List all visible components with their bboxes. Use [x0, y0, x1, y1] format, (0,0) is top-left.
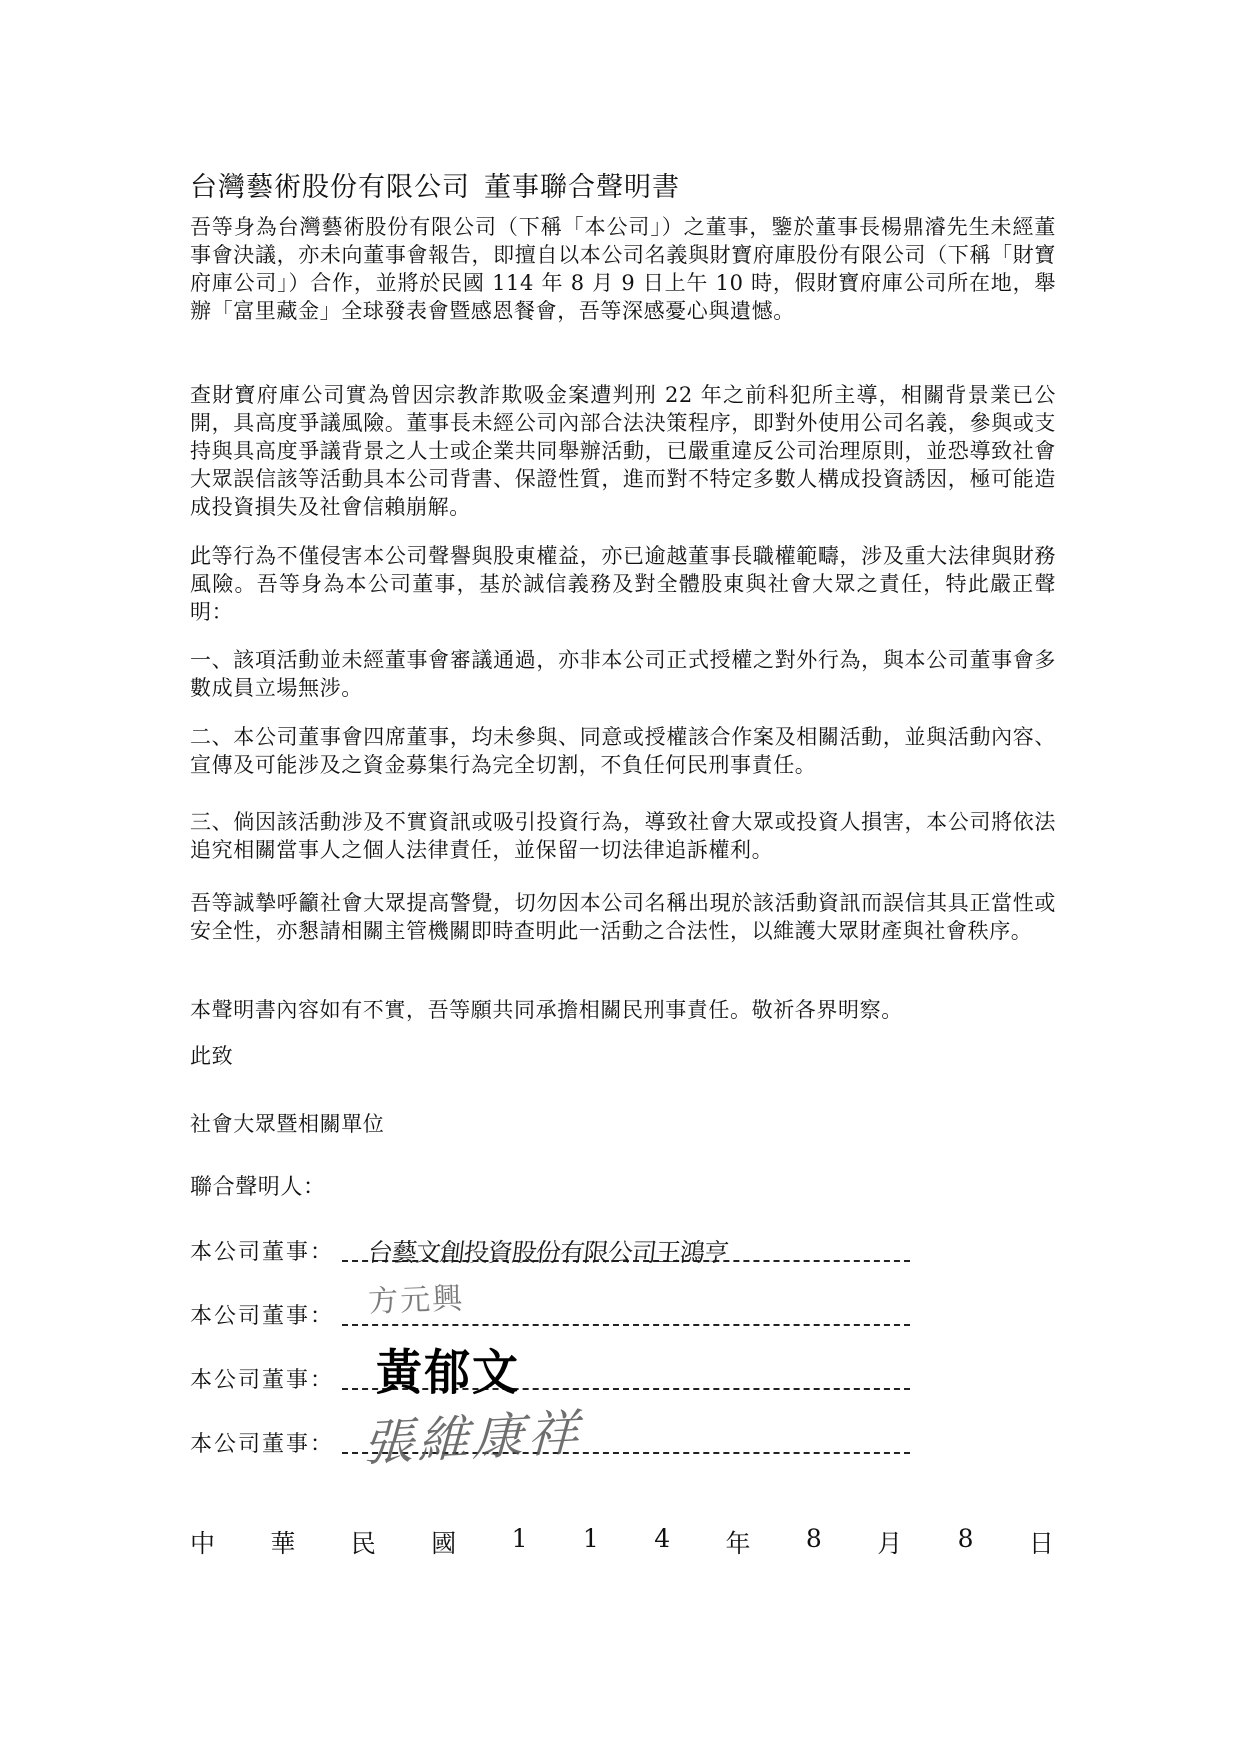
signer-label: 本公司董事： — [190, 1432, 335, 1457]
signer-row — [190, 1294, 910, 1334]
paragraph-appeal: 吾等誠摯呼籲社會大眾提高警覺，切勿因本公司名稱出現於該活動資訊而誤信其具正當性或安全性，亦懇請相關主管機關即時查明此一活動之合法性，以維護大眾財產與社會秩序。 — [190, 891, 1056, 943]
date-line — [190, 1524, 1054, 1560]
date-char: 8 — [805, 1524, 822, 1553]
paragraph-point-three: 三、倘因該活動涉及不實資訊或吸引投資行為，導致社會大眾或投資人損害，本公司將依法追究相關當事人之個人法律責任，並保留一切法律追訴權利。 — [190, 810, 1056, 862]
signer-row — [190, 1358, 910, 1398]
signers-label: 聯合聲明人： — [190, 1175, 326, 1200]
signer-label: 本公司董事： — [190, 1240, 335, 1265]
date-char: 4 — [654, 1524, 671, 1553]
signer-label: 本公司董事： — [190, 1304, 335, 1329]
paragraph-affirmation: 本聲明書內容如有不實，吾等願共同承擔相關民刑事責任。敬祈各界明察。 — [190, 998, 903, 1022]
date-char: 中 — [190, 1529, 216, 1558]
date-char: 華 — [270, 1529, 296, 1558]
handwritten-signature: 黃郁文 — [376, 1343, 520, 1401]
title-suffix: 董事聯合聲明書 — [484, 172, 680, 203]
date-char: 年 — [725, 1529, 751, 1558]
paragraph-point-one: 一、該項活動並未經董事會審議通過，亦非本公司正式授權之對外行為，與本公司董事會多數成員立場無涉。 — [190, 648, 1056, 700]
date-char: 8 — [957, 1524, 974, 1553]
document-title — [190, 165, 680, 204]
recipient: 社會大眾暨相關單位 — [190, 1112, 385, 1136]
paragraph-background: 查財寶府庫公司實為曾因宗教詐欺吸金案遭判刑 22 年之前科犯所主導，相關背景業已公開，具高度爭議風險。董事長未經公司內部合法決策程序，即對外使用公司名義，參與或支持與具高度爭議背景之人士或企業共同舉辦活動，已嚴重違反公司治理原則，並恐導致社會大眾誤信該等活動具本公司背書、保證性質，進而對不特定多數人構成投資誘因，極可能造成投資損失及社會信賴崩解。 — [190, 383, 1056, 519]
date-char: 國 — [431, 1529, 457, 1558]
date-char: 民 — [350, 1529, 376, 1558]
paragraph-point-two: 二、本公司董事會四席董事，均未參與、同意或授權該合作案及相關活動，並與活動內容、宣傳及可能涉及之資金募集行為完全切割，不負任何民刑事責任。 — [190, 725, 1056, 777]
paragraph-declaration-lead: 此等行為不僅侵害本公司聲譽與股東權益，亦已逾越董事長職權範疇，涉及重大法律與財務風險。吾等身為本公司董事，基於誠信義務及對全體股東與社會大眾之責任，特此嚴正聲明： — [190, 544, 1056, 624]
date-char: 月 — [877, 1529, 903, 1558]
signer-label: 本公司董事： — [190, 1368, 335, 1393]
salutation: 此致 — [190, 1044, 234, 1068]
date-char: 1 — [582, 1524, 599, 1553]
handwritten-signature: 台藝文創投資股份有限公司王鴻亨 — [366, 1238, 730, 1267]
handwritten-signature: 張維康祥 — [359, 1403, 595, 1473]
date-char: 1 — [511, 1524, 528, 1553]
paragraph-intro: 吾等身為台灣藝術股份有限公司（下稱「本公司」）之董事，鑒於董事長楊鼎濬先生未經董事會決議，亦未向董事會報告，即擅自以本公司名義與財寶府庫股份有限公司（下稱「財寶府庫公司」）合作，並將於民國 114 年 8 月 9 日上午 10 時，假財寶府庫公司所在地，舉辦「富里藏金」全球發表會暨感恩餐會，吾等深感憂心與遺憾。 — [190, 215, 1056, 323]
title-company: 台灣藝術股份有限公司 — [190, 172, 470, 203]
handwritten-signature: 方元興 — [367, 1281, 465, 1320]
date-char: 日 — [1028, 1529, 1054, 1558]
signature-line — [342, 1324, 910, 1326]
